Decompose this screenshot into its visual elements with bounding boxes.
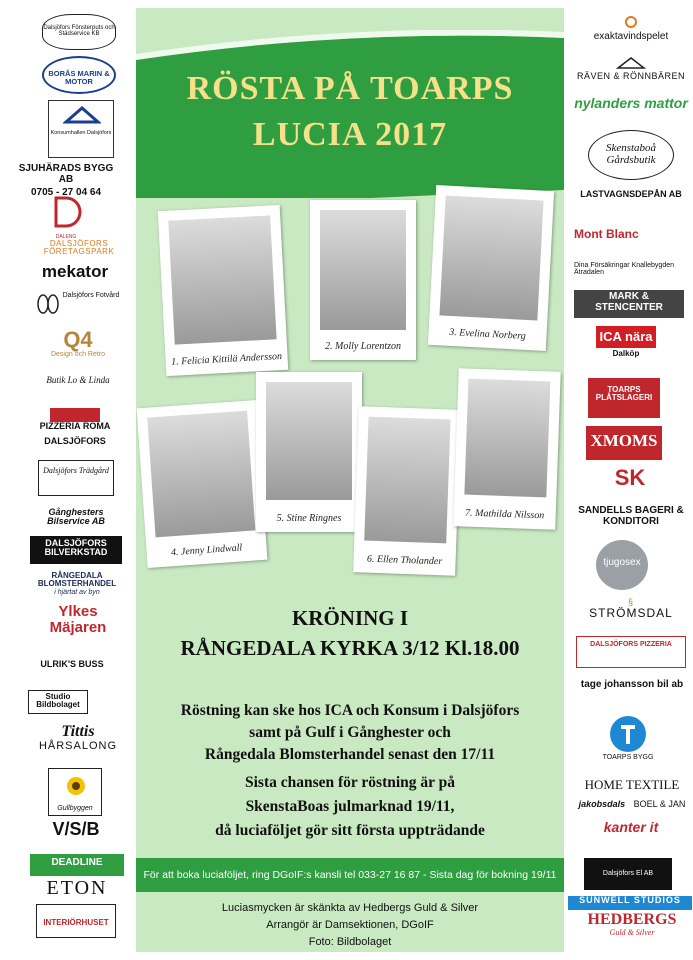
candidate-photo-card [453, 368, 560, 529]
sponsor-logo: mekator [41, 262, 109, 281]
candidate-caption: 2. Molly Lorentzon [324, 341, 401, 352]
sponsor-logo [576, 912, 688, 937]
sponsor-logo [48, 100, 114, 158]
candidate-photo [168, 215, 276, 344]
coronation-line-2: RÅNGEDALA KYRKA 3/12 Kl.18.00 [180, 636, 520, 660]
voting-line-3: Rångedala Blomsterhandel senast den 17/11 [204, 746, 496, 763]
voting-line-4: Sista chansen för röstning är på [245, 774, 455, 791]
sponsor-logo [596, 326, 656, 358]
sponsor-logo-text: Dalsjöfors Fotvård [62, 292, 120, 299]
sponsor-logo [32, 724, 124, 752]
candidate-caption: 7. Mathilda Nilsson [464, 507, 545, 522]
sponsor-logo-text: SJUHÄRADS BYGG AB [18, 163, 114, 185]
colosseum-icon [50, 408, 100, 422]
credits [136, 900, 564, 951]
daleng-d-icon [48, 196, 84, 230]
sponsor-logo: SANDELLS BAGERI & KONDITORI [578, 505, 684, 527]
sponsor-logo-subtext: BOEL & JAN [633, 799, 686, 809]
sponsor-logo [48, 196, 84, 240]
sponsor-logo [570, 56, 692, 81]
sponsor-logo-text: PIZZERIA ROMA [39, 421, 111, 431]
sponsor-logo: LASTVAGNSDEPÅN AB [580, 189, 682, 199]
sponsor-logo: tage johansson bil ab [580, 679, 684, 690]
sponsor-logo: tjugosex [596, 540, 648, 590]
sponsor-logo: Ylkes Mäjaren [49, 603, 107, 636]
sponsor-logo: Mont Blanc [574, 227, 639, 241]
candidate-caption: 3. Evelina Norberg [449, 326, 527, 342]
sponsor-logo [598, 714, 658, 761]
sponsor-logo: TOARPS PLÅTSLAGERI [588, 378, 660, 418]
booking-banner: För att boka luciaföljet, ring DGoIF:s kansli tel 033-27 16 87 - Sista dag för bokning 19/11 [136, 858, 564, 892]
credits-line-2: Arrangör är Damsektionen, DGoIF [266, 919, 434, 932]
sponsor-logo-text: Tittis [61, 723, 95, 740]
sponsor-logo: SK [614, 465, 646, 490]
sponsor-logo: INTERIÖRHUSET [36, 904, 116, 938]
candidate-photo-card [137, 400, 268, 568]
sponsor-logo-text: HEDBERGS [587, 911, 677, 928]
candidate-photo [320, 210, 406, 330]
voting-line-2: samt på Gulf i Gånghester och [249, 724, 451, 741]
sponsor-logo: nylanders mattor [574, 95, 688, 111]
candidate-photo-card [310, 200, 416, 360]
title-banner [136, 30, 564, 198]
candidate-photo [147, 411, 255, 538]
sponsor-logo-text: STRÖMSDAL [589, 606, 673, 621]
candidate-caption: 1. Felicia Kittilä Andersson [170, 351, 283, 368]
right-sponsor-column [566, 0, 693, 960]
sponsor-logo-text: Konsumhallen Dalsjöfors [50, 130, 112, 136]
sponsor-logo-text: Gullbyggen [57, 805, 93, 812]
sponsor-logo-subtext: i hjärtat av byn [54, 588, 100, 596]
sponsor-logo: Gånghesters Bilservice AB [47, 507, 105, 527]
sponsor-logo-text: ICA nära [596, 326, 656, 348]
sponsor-logo: Dalsjöfors Trädgård [38, 460, 114, 496]
sponsor-logo: Dina Försäkringar Knallebygden Ätradalen [574, 262, 674, 277]
sponsor-logo: SUNWELL STUDIOS [568, 896, 692, 910]
candidate-photo [364, 417, 450, 544]
monogram-icon: § [627, 597, 634, 607]
sponsor-logo [36, 408, 114, 447]
sponsor-logo: V/S/B [52, 819, 100, 839]
sunflower-icon [65, 775, 87, 797]
sponsor-logo: BORÅS MARIN & MOTOR [42, 56, 116, 94]
sponsor-logo-text: DALENG [55, 233, 77, 240]
toarps-bygg-icon [608, 714, 648, 754]
sponsor-logo [570, 14, 692, 43]
konsum-symbol-icon [63, 105, 101, 125]
sponsor-logo: DALSJÖFORS FÖRETAGSPARK [43, 239, 115, 257]
sponsor-logo: Dalsjöfors El AB [584, 858, 672, 890]
sponsor-logo [48, 768, 102, 816]
title-line-2: LUCIA 2017 [252, 116, 448, 153]
voting-line-6: då luciaföljet gör sitt första uppträdande [215, 822, 485, 839]
sponsor-logo: DALSJÖFORS PIZZERIA [576, 636, 686, 668]
title-line-1: RÖSTA PÅ TOARPS [186, 70, 514, 107]
sponsor-logo [572, 598, 690, 620]
candidate-photo-card [256, 372, 362, 532]
candidate-photo-card [353, 406, 461, 575]
candidate-caption: 4. Jenny Lindwall [170, 542, 243, 559]
sponsor-logo: kanter it [603, 819, 659, 835]
sponsor-logo [572, 800, 692, 809]
sponsor-logo: XMOMS [586, 426, 662, 460]
sponsor-logo: Skenstaboå Gårdsbutik [588, 130, 674, 180]
sponsor-logo: ULRIK'S BUSS [40, 659, 104, 669]
wind-icon [624, 14, 638, 30]
fox-icon [616, 56, 646, 70]
candidate-photo-card [158, 205, 288, 376]
sponsor-logo [36, 292, 124, 299]
sponsor-logo: HOME TEXTILE [584, 777, 680, 792]
candidate-photo [266, 382, 352, 500]
sponsor-logo-subtext: DALSJÖFORS [44, 436, 106, 447]
feet-icon [36, 292, 60, 314]
sponsor-logo: Dalsjöfors Fönsterputs och Städservice KB [42, 14, 116, 50]
sponsor-logo: Butik Lo & Linda [46, 375, 110, 385]
candidate-photo [439, 196, 543, 321]
sponsor-logo [46, 328, 110, 358]
sponsor-logo-text: RÅNGEDALA BLOMSTERHANDEL [37, 571, 117, 589]
credits-line-3: Foto: Bildbolaget [308, 936, 392, 949]
sponsor-logo-text: jakobsdals [578, 799, 626, 809]
sponsor-logo: DEADLINE [30, 854, 124, 876]
sponsor-logo-subtext: Dalköp [612, 348, 640, 358]
sponsor-logo-subtext: HÅRSALONG [38, 739, 118, 752]
sponsor-logo-subtext: 0705 - 27 04 64 [30, 187, 102, 198]
candidate-photo [464, 379, 550, 498]
left-sponsor-column [0, 0, 132, 960]
sponsor-logo-text: RÄVEN & RÖNNBÄREN [576, 71, 686, 81]
poster-panel [136, 8, 564, 952]
sponsor-logo: DALSJÖFORS BILVERKSTAD [30, 536, 122, 564]
sponsor-logo-text: Q4 [63, 327, 93, 352]
credits-line-1: Luciasmycken är skänkta av Hedbergs Guld & Silver [221, 902, 479, 914]
coronation-line-1: KRÖNING I [291, 606, 409, 630]
sponsor-logo-subtext: Guld & Silver [609, 927, 655, 937]
sponsor-logo: MARK & STENCENTER [574, 290, 684, 318]
sponsor-logo: ETON [46, 877, 108, 899]
candidate-caption: 5. Stine Ringnes [276, 513, 342, 524]
voting-line-1: Röstning kan ske hos ICA och Konsum i Dalsjöfors [180, 702, 520, 719]
voting-line-5: SkenstaBoas julmarknad 19/11, [245, 798, 455, 815]
sponsor-logo [30, 572, 124, 596]
sponsor-logo [18, 164, 114, 199]
sponsor-logo: Studio Bildbolaget [28, 690, 88, 714]
sponsor-logo-text: exaktavindspelet [593, 31, 669, 42]
candidate-caption: 6. Ellen Tholander [366, 553, 443, 568]
sponsor-logo-subtext: Design och Retro [50, 351, 106, 359]
candidate-photo-card [428, 185, 554, 351]
sponsor-logo-text: TOARPS BYGG [602, 754, 654, 761]
